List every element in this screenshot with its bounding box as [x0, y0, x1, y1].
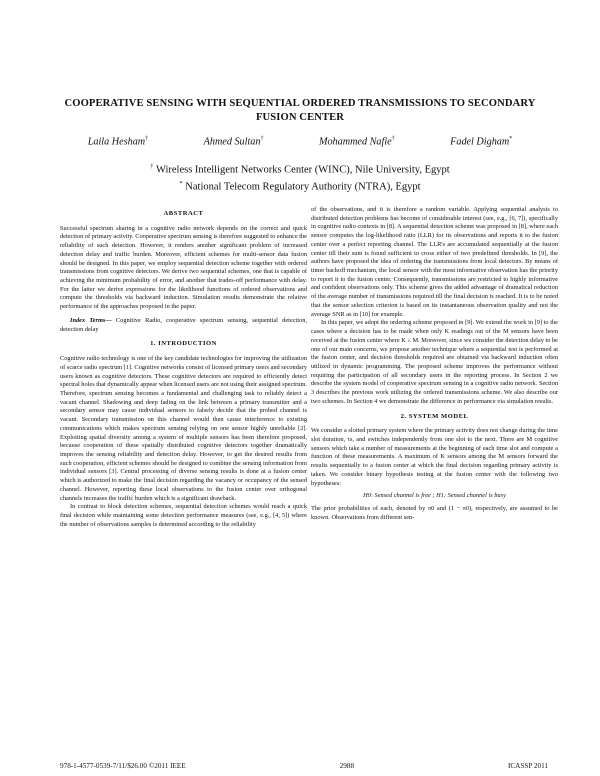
- author-1: Laila Hesham†: [87, 136, 149, 148]
- right-paragraph-1: of the observations, and it is therefore a random variable. Applying sequential analysis to distributed detection problems has become of considerable interest (see, e.g., [6, 7]), specifically in cognitive radio contexts in [8]. A sequential detection scheme was proposed in [8], where each sensor computes the log-likelihood ratio (LLR) for its observations and reports it to the fusion center over a perfect reporting channel. The LLR's are accumulated sequentially at the fusion center till their sum is found sufficient to cross either of two predefined thresholds. In [9], the authors have proposed the idea of ordering the transmissions from local detectors. By means of timer backoff mechanism, the local sensor with the most informative observation has the priority to report it to the fusion center. Consequently, transmissions are restricted to highly informative and confident observations only. This scheme gives the added advantage of dramatical reduction of the average number of transmissions required till the final decision is reached. It is to be noted that the sensor selection criterion is based on its instantaneous observation quality and not the average SNR as in [10] for example.: [311, 206, 558, 318]
- abstract-heading: ABSTRACT: [163, 210, 204, 217]
- abstract-body: Successful spectrum sharing in a cognitive radio network depends on the correct and quick detection of primary activity. Cooperative spectrum sensing is therefore suggested to enhance the reliability of such detection. However, it renders another significant problem of increased detection delay and traffic burden. Moreover, efficient schemes for multi-sensor data fusion should be designed. In this paper, we employ sequential detection scheme together with ordered transmissions from cognitive detectors. We derive two sequential schemes, one that is capable of achieving the minimum probability of error, and another that trades-off performance with delay. For the latter we derive expressions for the likelihood functions of ordered observations and compute the thresholds via backward induction. Simulation results demonstrate the relative performance of the approaches proposed in the paper.: [60, 224, 307, 311]
- index-terms-label: Index Terms—: [70, 316, 112, 324]
- author-2: Ahmed Sultan†: [203, 136, 264, 148]
- prior-paragraph: The prior probabilities of each, denoted by π0 and (1 − π0), respectively, are assumed to be known. Observations from different sen-: [311, 505, 558, 521]
- footer-page-number: 2988: [339, 762, 355, 770]
- author-3: Mohammed Nafie†: [318, 136, 395, 148]
- system-model-heading: 2. SYSTEM MODEL: [400, 412, 469, 420]
- right-column: [311, 206, 558, 522]
- intro-paragraph-1: Cognitive radio technology is one of the key candidate technologies for improving the utilization of scarce radio spectrum [1]. Cognitive networks consist of licensed primary users and secondary users known as cognitive detectors. These cognitive detectors are required to efficiently detect spectral holes that dynamically appear when licensed users are not using their assigned spectrum. Therefore, spectrum sensing becomes a fundamental and challenging task to reliably detect a vacant channel. Shadowing and deep fading on the link between a primary transmitter and a secondary sensor may cause individual sensors to falsely decide that the probed channel is vacant. Secondary transmission on this channel would then cause interference to existing communications which makes spectrum sensing relying on one sensor highly unreliable [2]. Exploiting spatial diversity among a system of multiple sensors has been therefore proposed, because cooperation of these spatially distributed cognitive detectors together dramatically improves the sensing reliability and detection delay. However, to get the desired results from such cooperation, efficient schemes should be designed to combine the sensing information from individual sensors [3]. Central processing of diverse sensing results is done at a fusion center which is authorized to make the final decision regarding the vacancy or occupancy of the sensed channel. However, reporting these local observations to the fusion center over orthogonal channels increases the traffic burden which is a significant drawback.: [60, 355, 307, 502]
- affiliation-1: † Wireless Intelligent Networks Center (WINC), Nile University, Egypt: [150, 163, 450, 176]
- right-paragraph-2: In this paper, we adopt the ordering scheme proposed in [9]. We extend the work in [9] to the cases where a decision has to be made when only K readings out of the M sensors have been received at the fusion center where K ≤ M. Moreover, since we consider the detection delay to be one of our main concerns, we propose another technique where a sequential test is performed at the fusion center, and decision thresholds required are obtained via backward induction often utilized in dynamic programming. The proposed scheme improves the performance without requiring the participation of all secondary users in the reporting process. In Section 2 we describe the system model of cooperative spectrum sensing in a cognitive radio network. Section 3 describes the previous work utilizing the ordered transmissions scheme. We also describe our two schemes. In Section 4 we demonstrate the difference in performance via simulation results.: [311, 319, 558, 405]
- affiliations: [60, 160, 540, 193]
- page-footer: [60, 762, 548, 770]
- author-list: [60, 136, 540, 147]
- intro-heading: 1. INTRODUCTION: [150, 340, 217, 348]
- author-4: Fadel Digham*: [450, 136, 513, 148]
- system-model-paragraph: We consider a slotted primary system where the primary activity does not change during the time slot duration, τs, and switches independently from one slot to the next. There are M cognitive sensors which take a number of measurements at the beginning of each time slot and compute a function of these measurements. A maximum of K sensors among the M sensors forward the results sequentially to a fusion center at which the final decision regarding primary activity is taken. We consider binary hypothesis testing at the fusion center with the following two hypotheses:: [311, 427, 558, 487]
- paper-title: COOPERATIVE SENSING WITH SEQUENTIAL ORDERED TRANSMISSIONS TO SECONDARY FUSION CENTER: [64, 98, 536, 123]
- intro-paragraph-2: In contrast to block detection schemes, sequential detection schemes would reach a quick final decision while maintaining some detection performance measures (see, e.g., [4, 5]) where the number of observations samples is determined according to the reliability: [60, 503, 307, 528]
- footer-conference: ICASSP 2011: [507, 762, 548, 770]
- left-column: [60, 210, 307, 529]
- affiliation-2: * National Telecom Regulatory Authority (NTRA), Egypt: [179, 179, 421, 192]
- hypotheses-line: H0: Sensed channel is free ; H1: Sensed channel is busy: [363, 492, 506, 500]
- index-terms: Index Terms— Cognitive Radio, cooperative spectrum sensing, sequential detection, detection delay: [60, 316, 307, 333]
- footer-isbn: 978-1-4577-0539-7/11/$26.00 ©2011 IEEE: [60, 762, 186, 770]
